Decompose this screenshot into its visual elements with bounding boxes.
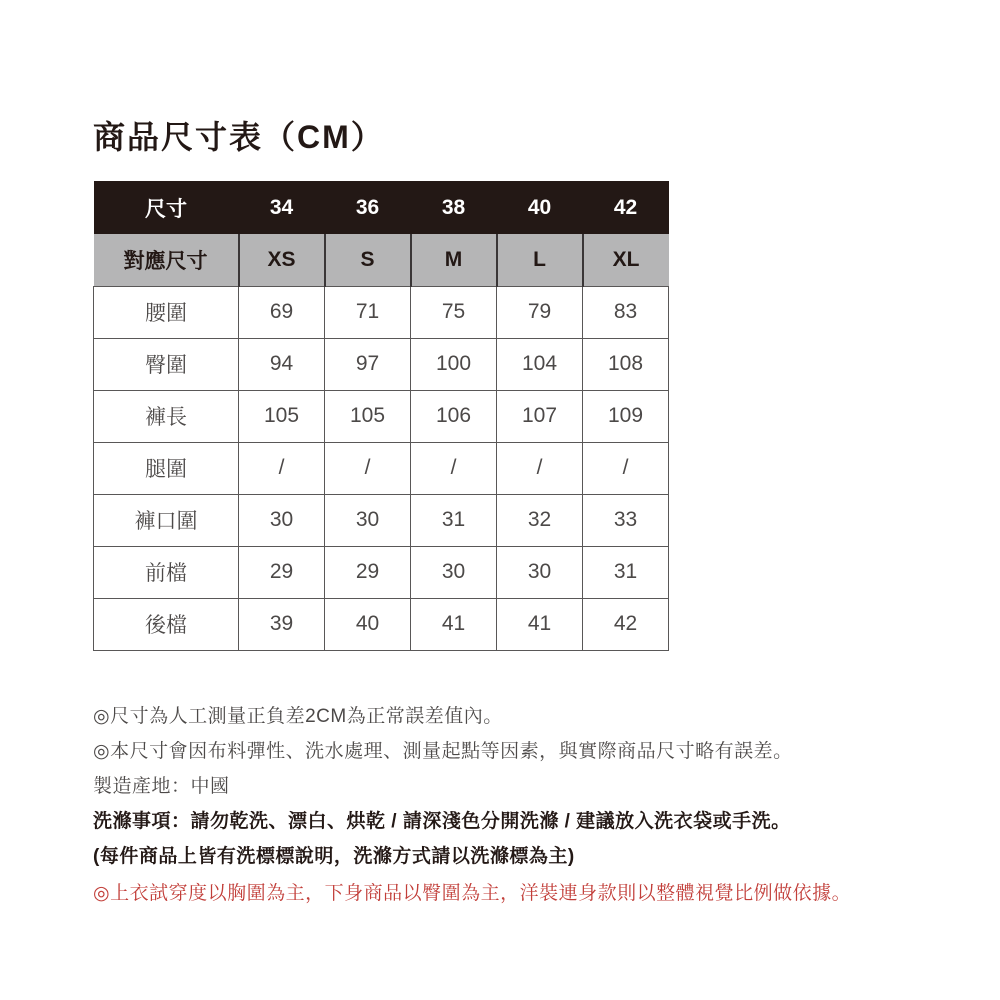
size-body-row-4 — [94, 494, 669, 546]
size-body-row-4-value-3: 32 — [497, 494, 583, 546]
size-body-row-3-value-0: / — [239, 442, 325, 494]
size-header-row-value-3: 40 — [497, 181, 583, 234]
size-table — [93, 181, 669, 651]
size-subheader-row-label: 對應尺寸 — [94, 234, 239, 286]
size-body-row-0-value-1: 71 — [325, 286, 411, 338]
size-body-row-6-value-2: 41 — [411, 598, 497, 650]
size-body-row-2-label: 褲長 — [94, 390, 239, 442]
note-measurement-tolerance: ◎尺寸為人工測量正負差2CM為正常誤差值內。 — [93, 705, 503, 727]
size-body-row-4-value-1: 30 — [325, 494, 411, 546]
size-body-row-3-value-2: / — [411, 442, 497, 494]
size-body-row-1-label: 臀圍 — [94, 338, 239, 390]
size-body-row-1-value-4: 108 — [583, 338, 669, 390]
size-body-row-5 — [94, 546, 669, 598]
size-body-row-4-value-0: 30 — [239, 494, 325, 546]
note-origin: 製造產地：中國 — [93, 775, 230, 797]
size-body-row-6-value-4: 42 — [583, 598, 669, 650]
size-body-row-6 — [94, 598, 669, 650]
size-body-row-4-label: 褲口圍 — [94, 494, 239, 546]
note-fit-reference: ◎上衣試穿度以胸圍為主，下身商品以臀圍為主，洋裝連身款則以整體視覺比例做依據。 — [93, 882, 852, 904]
size-body-row-6-label: 後檔 — [94, 598, 239, 650]
size-body-row-5-value-2: 30 — [411, 546, 497, 598]
size-body-row-5-value-1: 29 — [325, 546, 411, 598]
size-header-row-value-0: 34 — [239, 181, 325, 234]
size-body-row-3-label: 腿圍 — [94, 442, 239, 494]
page-title: 商品尺寸表（CM） — [93, 119, 385, 155]
note-washing-instructions: 洗滌事項：請勿乾洗、漂白、烘乾 / 請深淺色分開洗滌 / 建議放入洗衣袋或手洗。 — [93, 810, 791, 832]
size-body-row-2-value-2: 106 — [411, 390, 497, 442]
size-subheader-row-value-1: S — [325, 234, 411, 286]
size-body-row-3-value-1: / — [325, 442, 411, 494]
size-body-row-5-value-3: 30 — [497, 546, 583, 598]
size-body-row-5-value-0: 29 — [239, 546, 325, 598]
size-body-row-0-value-0: 69 — [239, 286, 325, 338]
size-body-row-6-value-0: 39 — [239, 598, 325, 650]
size-body-row-6-value-3: 41 — [497, 598, 583, 650]
size-body-row-0-value-4: 83 — [583, 286, 669, 338]
size-body-row-1-value-2: 100 — [411, 338, 497, 390]
size-subheader-row-value-2: M — [411, 234, 497, 286]
size-header-row — [94, 181, 669, 234]
size-body-row-3-value-3: / — [497, 442, 583, 494]
size-body-row-0-value-2: 75 — [411, 286, 497, 338]
size-body-row-1-value-3: 104 — [497, 338, 583, 390]
size-body-row-0 — [94, 286, 669, 338]
size-subheader-row-value-3: L — [497, 234, 583, 286]
size-body-row-4-value-2: 31 — [411, 494, 497, 546]
size-subheader-row-value-4: XL — [583, 234, 669, 286]
size-subheader-row-value-0: XS — [239, 234, 325, 286]
size-body-row-2-value-4: 109 — [583, 390, 669, 442]
size-subheader-row — [94, 234, 669, 286]
note-fabric-variance: ◎本尺寸會因布料彈性、洗水處理、測量起點等因素，與實際商品尺寸略有誤差。 — [93, 740, 793, 762]
note-washing-label: (每件商品上皆有洗標標說明，洗滌方式請以洗滌標為主) — [93, 845, 575, 867]
size-header-row-value-4: 42 — [583, 181, 669, 234]
size-body-row-3-value-4: / — [583, 442, 669, 494]
size-body-row-2-value-0: 105 — [239, 390, 325, 442]
size-body-row-2 — [94, 390, 669, 442]
size-body-row-3 — [94, 442, 669, 494]
size-body-row-1-value-0: 94 — [239, 338, 325, 390]
size-body-row-1-value-1: 97 — [325, 338, 411, 390]
size-body-row-2-value-1: 105 — [325, 390, 411, 442]
size-body-row-0-label: 腰圍 — [94, 286, 239, 338]
size-body-row-4-value-4: 33 — [583, 494, 669, 546]
size-header-row-value-1: 36 — [325, 181, 411, 234]
size-body-row-6-value-1: 40 — [325, 598, 411, 650]
size-body-row-0-value-3: 79 — [497, 286, 583, 338]
size-body-row-2-value-3: 107 — [497, 390, 583, 442]
size-table-body — [94, 286, 669, 650]
size-body-row-5-value-4: 31 — [583, 546, 669, 598]
size-header-row-value-2: 38 — [411, 181, 497, 234]
size-header-row-label: 尺寸 — [94, 181, 239, 234]
notes-section — [93, 699, 973, 911]
size-body-row-5-label: 前檔 — [94, 546, 239, 598]
size-table-head — [94, 181, 669, 286]
size-body-row-1 — [94, 338, 669, 390]
